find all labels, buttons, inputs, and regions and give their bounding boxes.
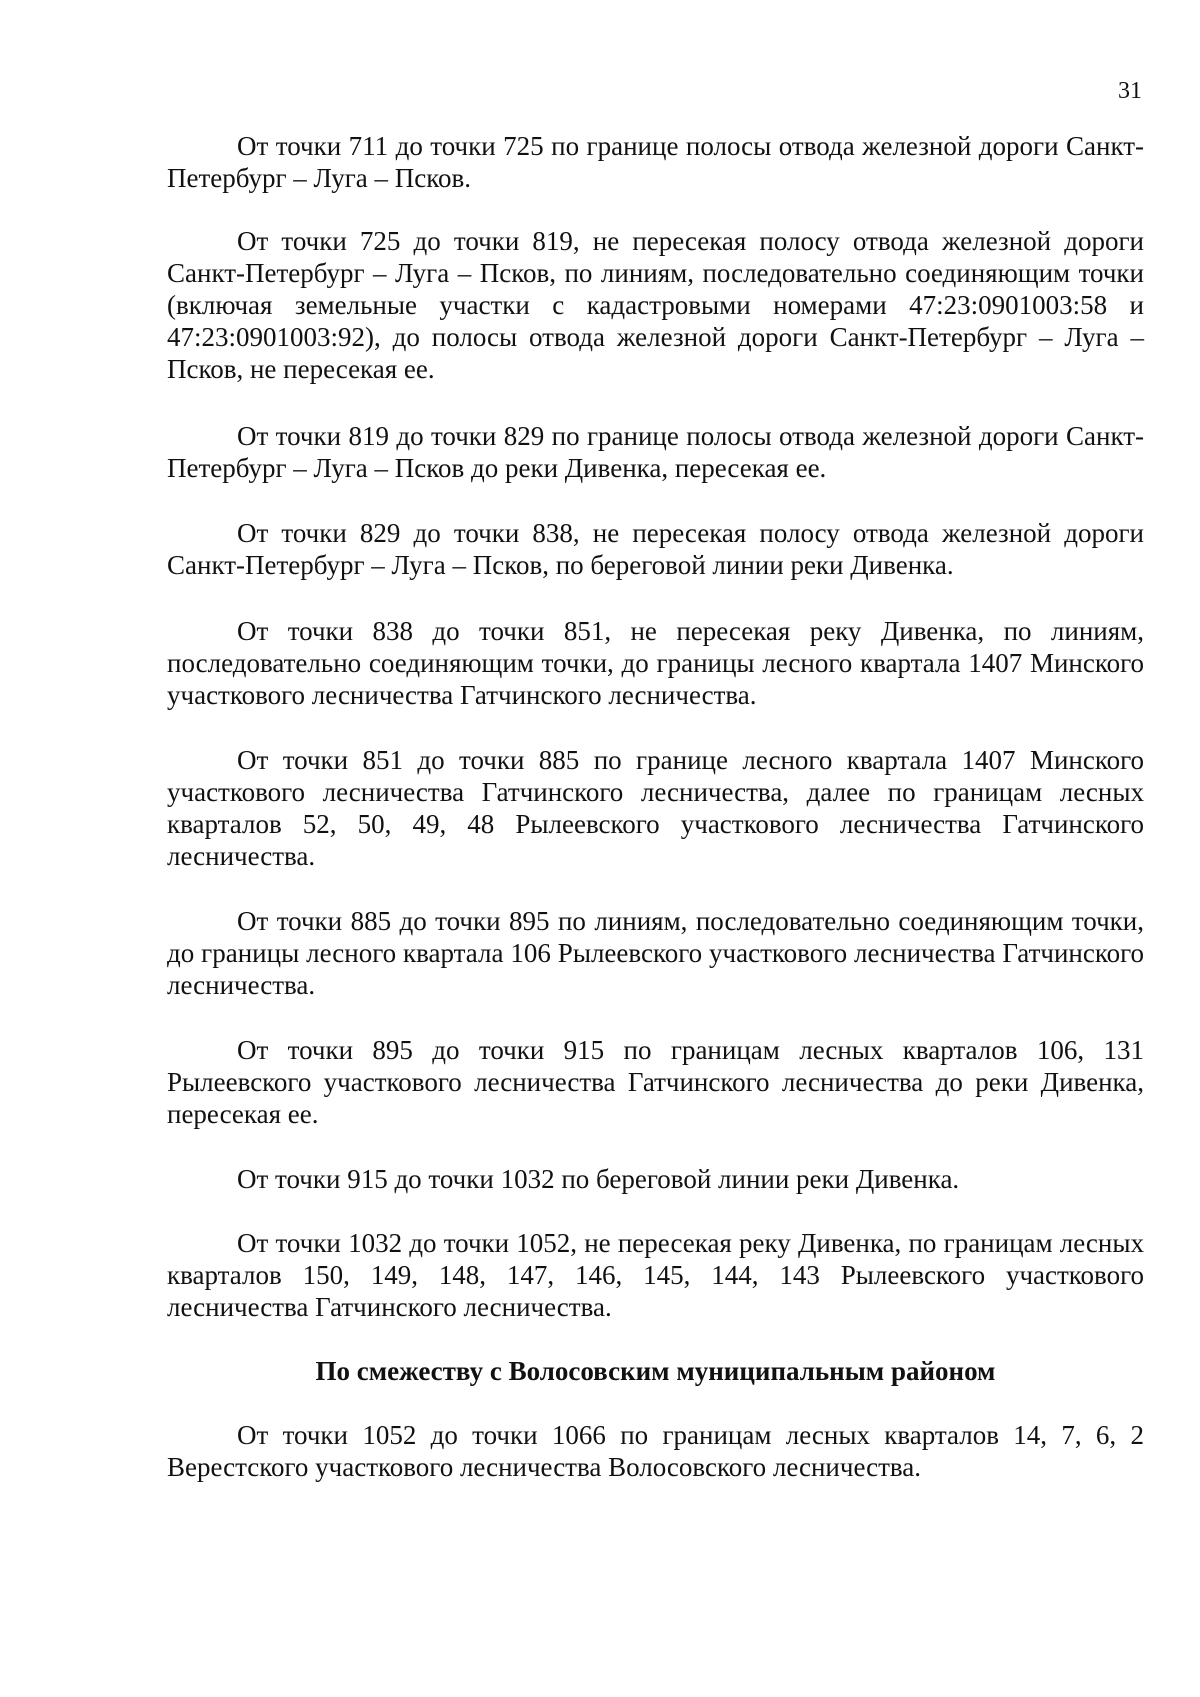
paragraph-829-838: От точки 829 до точки 838, не пересекая полосу отвода железной дороги Санкт-Петербург – Луга – Псков, по береговой линии реки Дивенка. <box>167 518 1144 580</box>
paragraph-838-851: От точки 838 до точки 851, не пересекая реку Дивенка, по линиям, последовательно соединяющим точки, до границы лесного квартала 1407 Минского участкового лесничества Гатчинского лесничества. <box>167 616 1144 710</box>
paragraph-885-895: От точки 885 до точки 895 по линиям, последовательно соединяющим точки, до границы лесного квартала 106 Рылеевского участкового лесничества Гатчинского лесничества. <box>167 906 1144 1000</box>
paragraph-1052-1066: От точки 1052 до точки 1066 по границам лесных кварталов 14, 7, 6, 2 Верестского участкового лесничества Волосовского лесничества. <box>167 1420 1144 1482</box>
paragraph-915-1032: От точки 915 до точки 1032 по береговой линии реки Дивенка. <box>237 1164 960 1194</box>
page-number: 31 <box>1118 78 1142 104</box>
paragraph-851-885: От точки 851 до точки 885 по границе лесного квартала 1407 Минского участкового лесничества Гатчинского лесничества, далее по границам лесных кварталов 52, 50, 49, 48 Рылеевского участкового лесничества Гатчинского лесничества. <box>167 745 1144 871</box>
paragraph-711-725: От точки 711 до точки 725 по границе полосы отвода железной дороги Санкт-Петербург – Луга – Псков. <box>167 131 1144 193</box>
section-heading: По смежеству с Волосовским муниципальным районом <box>315 1356 996 1386</box>
paragraph-725-819: От точки 725 до точки 819, не пересекая полосу отвода железной дороги Санкт-Петербург – Луга – Псков, по линиям, последовательно соединяющим точки (включая земельные участки с кадастровыми номерами 47:23:0901003:58 и 47:23:0901003:92), до полосы отвода железной дороги Санкт-Петербург – Луга – Псков, не пересекая ее. <box>167 226 1144 384</box>
paragraph-819-829: От точки 819 до точки 829 по границе полосы отвода железной дороги Санкт-Петербург – Луга – Псков до реки Дивенка, пересекая ее. <box>167 421 1144 483</box>
paragraph-1032-1052: От точки 1032 до точки 1052, не пересекая реку Дивенка, по границам лесных кварталов 150, 149, 148, 147, 146, 145, 144, 143 Рылеевского участкового лесничества Гатчинского лесничества. <box>167 1228 1144 1322</box>
paragraph-895-915: От точки 895 до точки 915 по границам лесных кварталов 106, 131 Рылеевского участкового лесничества Гатчинского лесничества до реки Дивенка, пересекая ее. <box>167 1035 1144 1129</box>
